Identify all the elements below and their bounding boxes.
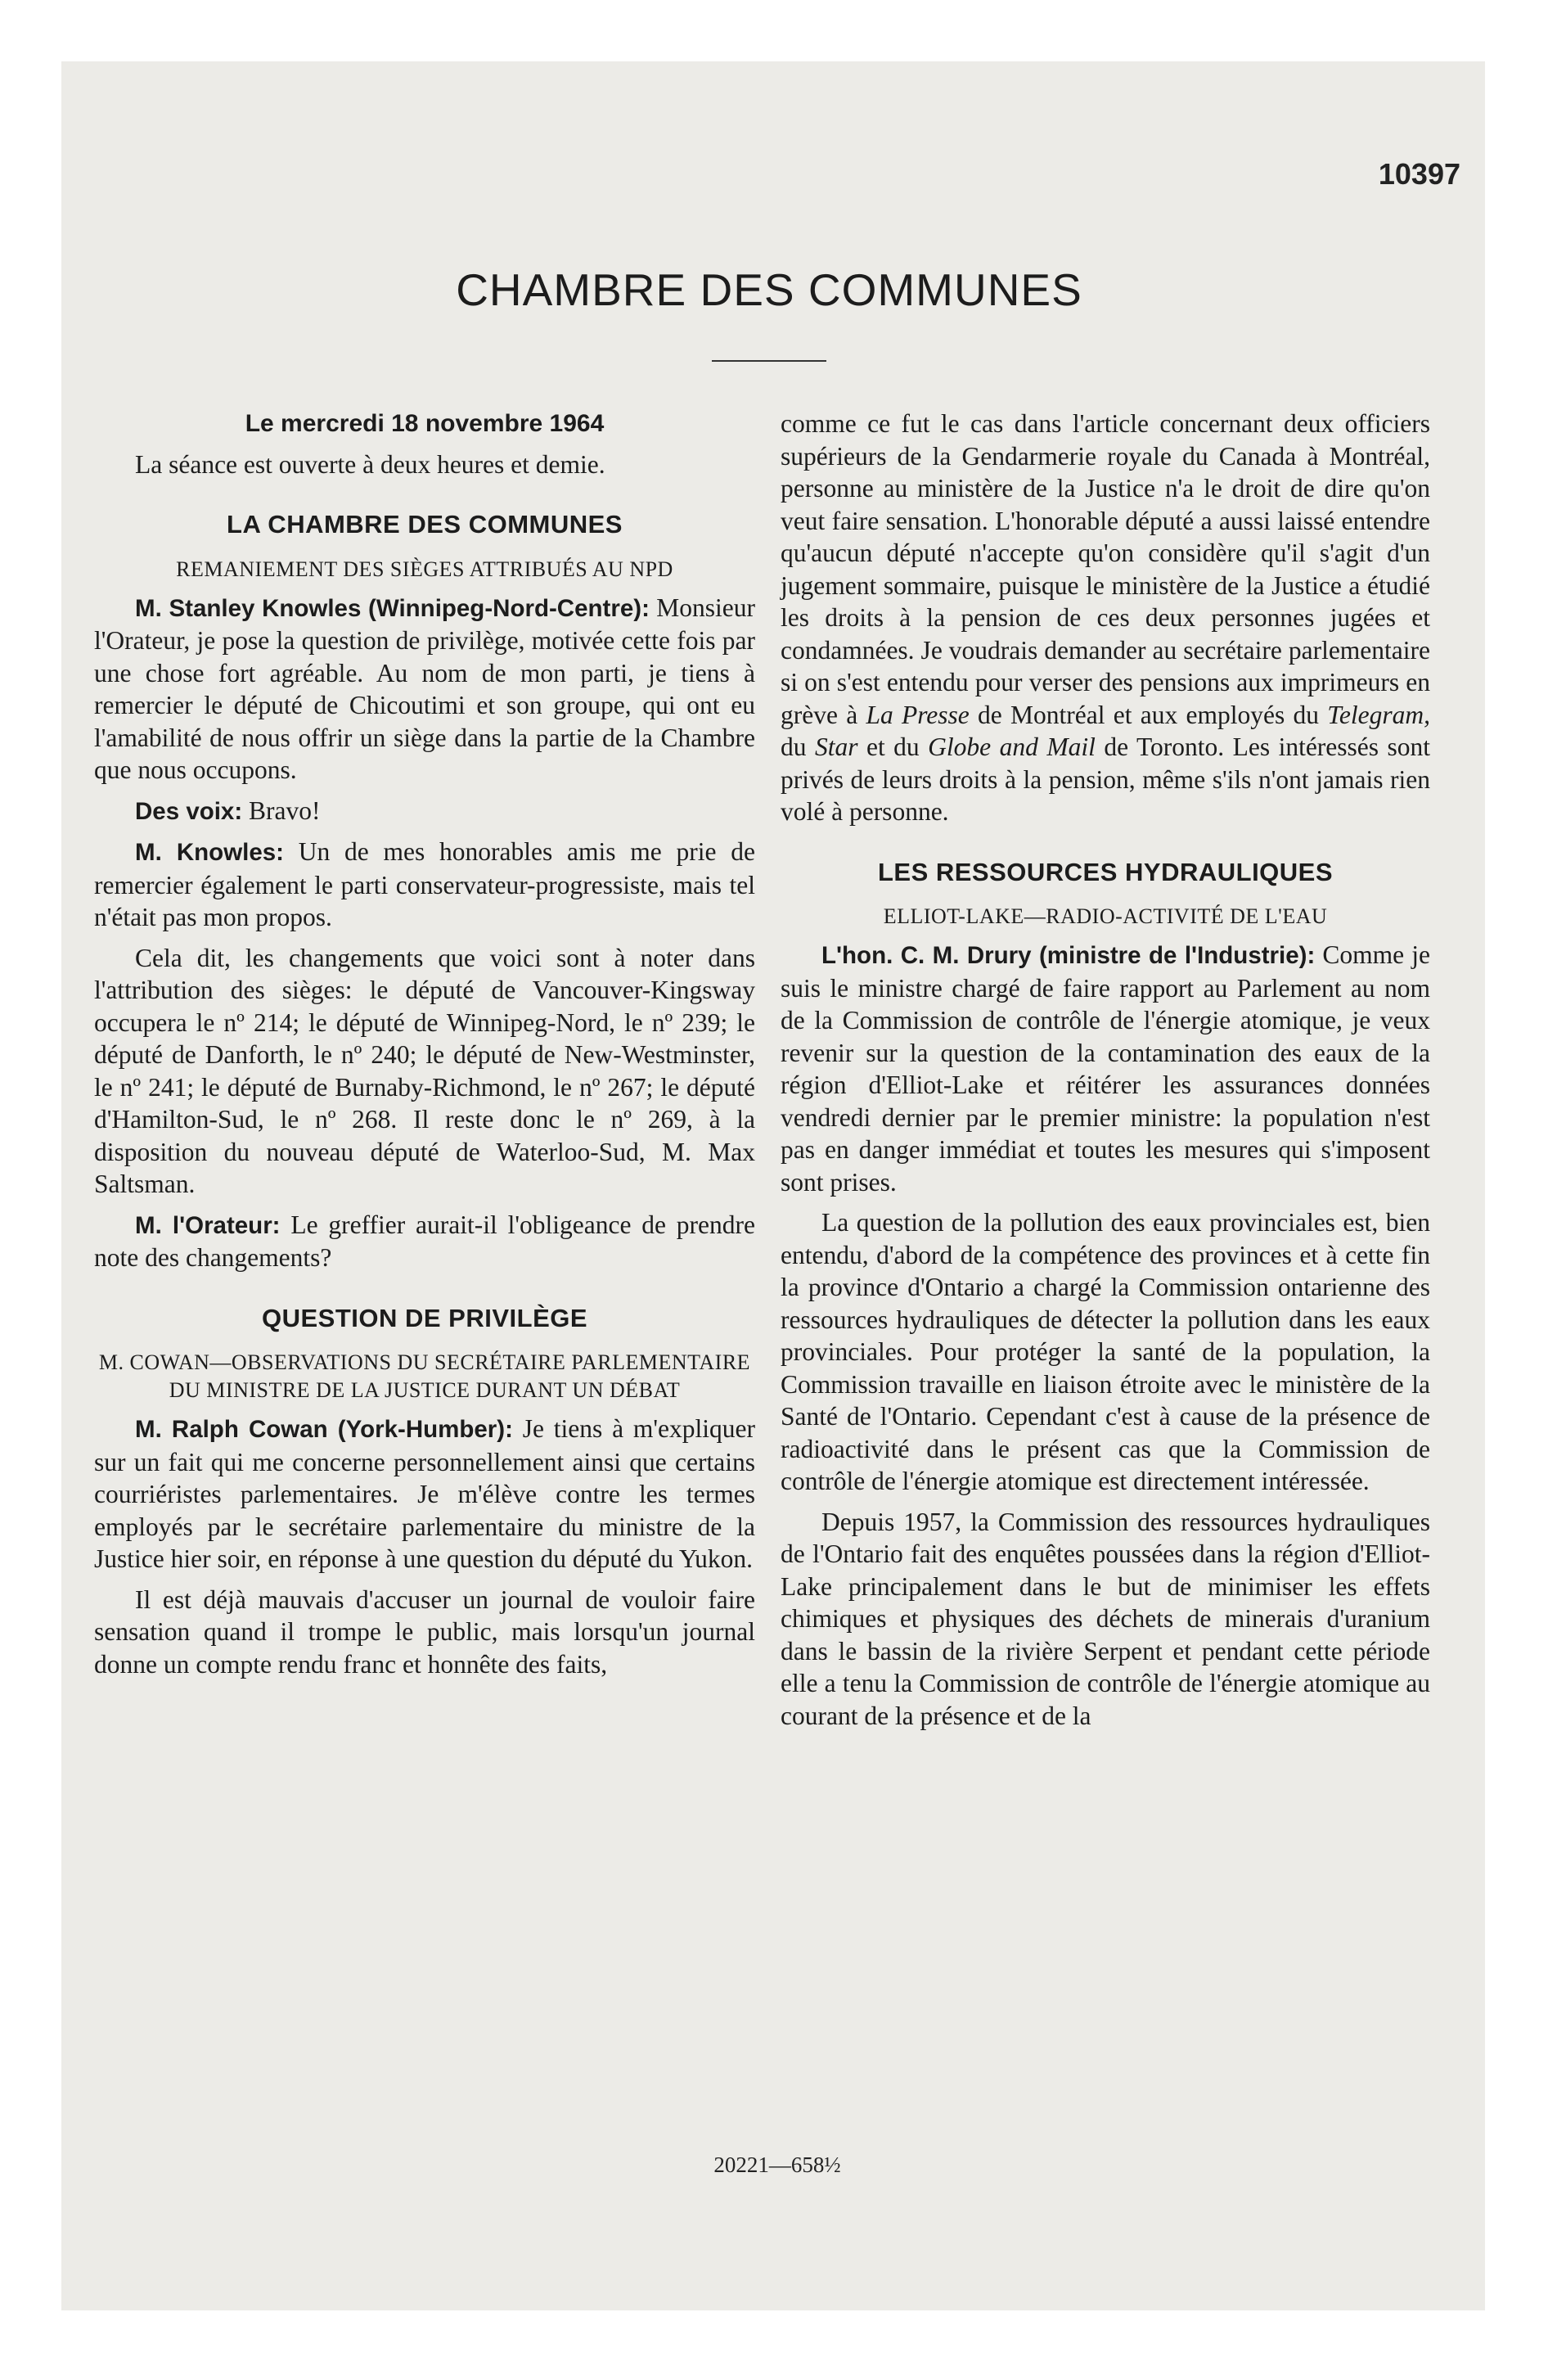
- speaker-name: M. Stanley Knowles (Winnipeg-Nord-Centre):: [135, 594, 650, 622]
- page-number: 10397: [1378, 157, 1460, 191]
- section-heading: LA CHAMBRE DES COMMUNES: [227, 510, 623, 539]
- paragraph: [94, 836, 755, 934]
- speech-text: Monsieur l'Orateur, je pose la question de privilège, motivée cette fois par une chose fort agréable. Au nom de mon parti, je tiens à remercier le député de Chicoutimi et son groupe, qui ont eu l'amabilité de nous offrir un siège dans la partie de la Chambre que nous occupons.: [94, 593, 755, 784]
- right-column: [781, 408, 1430, 1740]
- paragraph: [781, 408, 1430, 828]
- sitting-date: Le mercredi 18 novembre 1964: [245, 410, 605, 437]
- newspaper-name: La Presse: [866, 700, 970, 729]
- paragraph: [781, 939, 1430, 1198]
- speech-text: Je tiens à m'expliquer sur un fait qui me concerne personnellement ainsi que certains courriéristes parlementaires. Je m'élève contre les termes employés par le secrétaire parlementaire du ministre de la Justice hier soir, en réponse à une question du député du Yukon.: [94, 1414, 755, 1573]
- paragraph: Depuis 1957, la Commission des ressources hydrauliques de l'Ontario fait des enquêtes poussées dans la région d'Elliot-Lake principalement dans le but de minimiser les effets chimiques et physiques des déchets de minerais d'uranium dans le bassin de la rivière Serpent et pendant cette période elle a tenu la Commission de contrôle de l'énergie atomique au courant de la présence et de la: [781, 1507, 1430, 1730]
- speaker-name: M. Ralph Cowan (York-Humber):: [135, 1416, 513, 1443]
- paragraph: [94, 795, 755, 828]
- speaker-name: M. l'Orateur:: [135, 1211, 281, 1239]
- newspaper-name: Globe and Mail: [928, 732, 1096, 761]
- paragraph: Il est déjà mauvais d'accuser un journal de vouloir faire sensation quand il trompe le public, mais lorsqu'un journal donne un compte rendu franc et honnête des faits,: [94, 1584, 755, 1679]
- speaker-name: L'hon. C. M. Drury (ministre de l'Industrie):: [821, 942, 1316, 969]
- paragraph: Cela dit, les changements que voici sont à noter dans l'attribution des sièges: le député de Vancouver-Kingsway occupera le nº 214; le député de Winnipeg-Nord, le nº 239; le député de Danforth, le nº 240; le député de New-Westminster, le nº 241; le député de Burnaby-Richmond, le nº 267; le député d'Hamilton-Sud, le nº 268. Il reste donc le nº 269, à la disposition du nouveau député de Waterloo-Sud, M. Max Saltsman.: [94, 943, 755, 1198]
- paragraph: [94, 1413, 755, 1575]
- left-column: [94, 408, 755, 1688]
- subsection-heading: M. COWAN—OBSERVATIONS DU SECRÉTAIRE PARLEMENTAIRE DU MINISTRE DE LA JUSTICE DURANT UN DÉBAT: [98, 1350, 751, 1402]
- opening-paragraph: La séance est ouverte à deux heures et demie.: [135, 449, 605, 479]
- text-run: comme ce fut le cas dans l'article concernant deux officiers supérieurs de la Gendarmerie royale du Canada à Montréal, personne au ministère de la Justice n'a le droit de dire qu'on veut faire sensation. L'honorable député a aussi laissé entendre qu'aucun député n'accepte qu'on considère qu'il s'agit d'un jugement sommaire, puisque le ministère de la Justice a étudié les droits à la pension de ces deux personnes jugées et condamnées. Je voudrais demander au secrétaire parlementaire si on s'est entendu pour verser des pensions aux imprimeurs en grève à: [781, 409, 1430, 729]
- section-heading: QUESTION DE PRIVILÈGE: [261, 1303, 588, 1332]
- paragraph: [94, 1209, 755, 1274]
- paragraph: La question de la pollution des eaux provinciales est, bien entendu, d'abord de la compétence des provinces et à cette fin la province d'Ontario a chargé la Commission ontarienne des ressources hydrauliques de détecter la pollution dans les eaux provinciales. Pour protéger la santé de la population, la Commission travaille en liaison étroite avec le ministère de la Santé de l'Ontario. Cependant c'est à cause de la présence de radioactivité dans le présent cas que la Commission de contrôle de l'énergie atomique est directement intéressée.: [781, 1208, 1430, 1495]
- speaker-name: M. Knowles:: [135, 839, 284, 866]
- footer-code: 20221—658½: [713, 2152, 841, 2177]
- text-run: et du: [857, 732, 929, 761]
- section-heading: LES RESSOURCES HYDRAULIQUES: [877, 857, 1334, 886]
- speech-text: Comme je suis le ministre chargé de faire rapport au Parlement au nom de la Commission de contrôle de l'énergie atomique, je veux revenir sur la question de la contamination des eaux de la région d'Elliot-Lake et réitérer les assurances données vendredi dernier par le premier ministre: la population n'est pas en danger immédiat et toutes les mesures qui s'imposent sont prises.: [781, 940, 1430, 1197]
- newspaper-name: Telegram,: [1327, 700, 1430, 729]
- newspaper-name: Star: [814, 732, 858, 761]
- title-rule: [712, 360, 826, 362]
- speech-text: Un de mes honorables amis me prie de remercier également le parti conservateur-progressiste, mais tel n'était pas mon propos.: [94, 837, 755, 931]
- speech-text: Le greffier aurait-il l'obligeance de prendre note des changements?: [94, 1210, 755, 1272]
- page-title: CHAMBRE DES COMMUNES: [456, 264, 1082, 315]
- speech-text: Bravo!: [242, 796, 321, 825]
- text-run: de Toronto. Les intéressés sont privés de leurs droits à la pension, même s'ils n'ont jamais rien volé à personne.: [781, 732, 1431, 826]
- subsection-heading: ELLIOT-LAKE—RADIO-ACTIVITÉ DE L'EAU: [883, 904, 1328, 928]
- text-run: du: [781, 732, 815, 761]
- paragraph: [94, 592, 755, 787]
- text-run: de Montréal et aux employés du: [969, 700, 1328, 729]
- speaker-name: Des voix:: [135, 797, 243, 825]
- subsection-heading: REMANIEMENT DES SIÈGES ATTRIBUÉS AU NPD: [176, 557, 673, 581]
